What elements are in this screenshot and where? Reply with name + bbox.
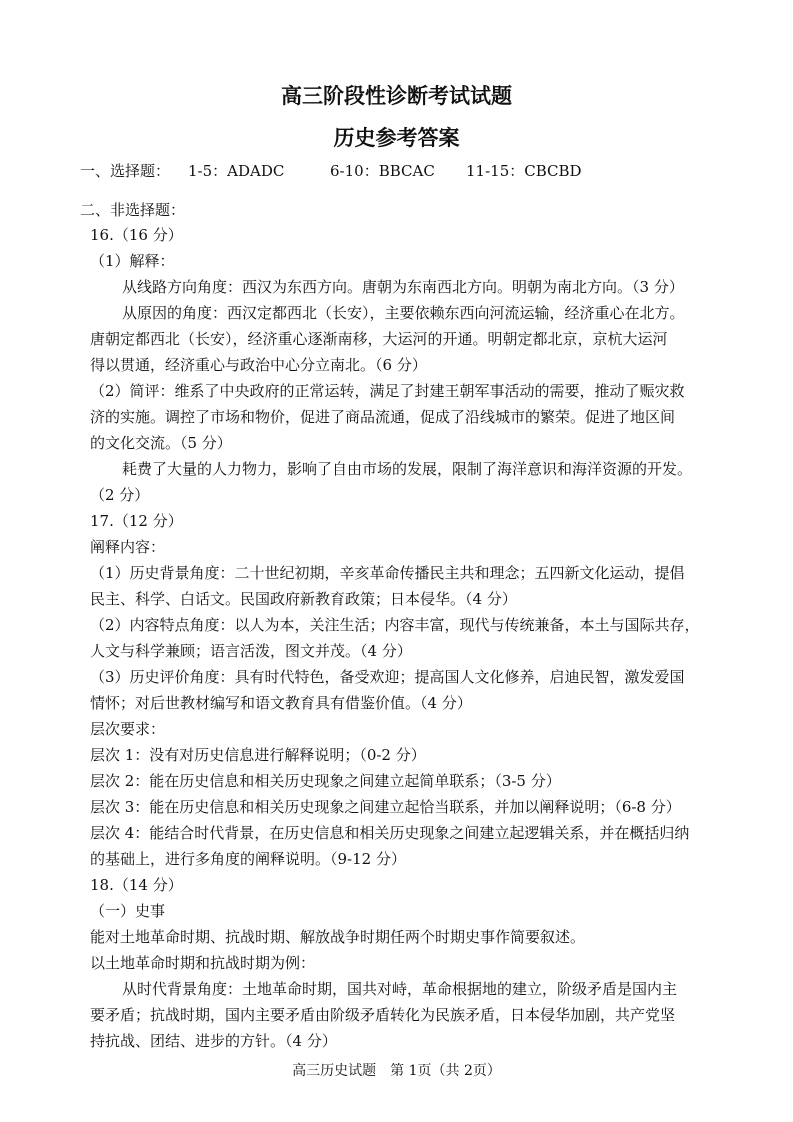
mc-group-3: 11-15：CBCBD <box>466 162 582 180</box>
text-line: 层次 3：能在历史信息和相关历史现象之间建立起恰当联系，并加以阐释说明；（6-8 分） <box>90 798 681 816</box>
text-line: 唐朝定都西北（长安），经济重心逐渐南移，大运河的开通。明朝定都北京，京杭大运河 <box>90 330 668 348</box>
text-line: 人文与科学兼顾；语言活泼，图文并茂。（4 分） <box>90 642 412 660</box>
page-subtitle: 历史参考答案 <box>333 126 460 150</box>
section-heading: 二、非选择题： <box>80 201 186 219</box>
text-line: 层次 2：能在历史信息和相关历史现象之间建立起简单联系；（3-5 分） <box>90 772 561 790</box>
question-heading: 17.（12 分） <box>90 512 183 530</box>
text-line: 层次 1：没有对历史信息进行解释说明；（0-2 分） <box>90 746 426 764</box>
text-line: （2）简评：维系了中央政府的正常运转，满足了封建王朝军事活动的需要，推动了赈灾救 <box>90 382 685 400</box>
text-line: 得以贯通，经济重心与政治中心分立南北。（6 分） <box>90 356 427 374</box>
page-title: 高三阶段性诊断考试试题 <box>281 84 512 108</box>
text-line: （3）历史评价角度：具有时代特色，备受欢迎；提高国人文化修养，启迪民智，激发爱国 <box>90 668 685 686</box>
text-line: 层次要求： <box>90 720 166 738</box>
mc-group-1: 1-5：ADADC <box>188 162 285 180</box>
text-line: 耗费了大量的人力物力，影响了自由市场的发展，限制了海洋意识和海洋资源的开发。 <box>122 460 693 478</box>
text-line: （1）解释： <box>90 252 175 270</box>
text-line: （2 分） <box>90 486 150 504</box>
text-line: （1）历史背景角度：二十世纪初期，辛亥革命传播民主共和理念；五四新文化运动，提倡 <box>90 564 685 582</box>
question-heading: 18.（14 分） <box>90 876 183 894</box>
text-line: 持抗战、团结、进步的方针。（4 分） <box>90 1032 337 1050</box>
text-line: （2）内容特点角度：以人为本，关注生活；内容丰富，现代与传统兼备，本土与国际共存， <box>90 616 700 634</box>
text-line: 的文化交流。（5 分） <box>90 434 232 452</box>
text-line: 的基础上，进行多角度的阐释说明。（9-12 分） <box>90 850 406 868</box>
text-line: 济的实施。调控了市场和物价，促进了商品流通，促成了沿线城市的繁荣。促进了地区间 <box>90 408 676 426</box>
text-line: 情怀；对后世教材编写和语文教育具有借鉴价值。（4 分） <box>90 694 472 712</box>
text-line: 能对土地革命时期、抗战时期、解放战争时期任两个时期史事作简要叙述。 <box>90 928 586 946</box>
text-line: （一）史事 <box>90 902 166 920</box>
mc-group-2: 6-10：BBCAC <box>330 162 435 180</box>
question-heading: 16.（16 分） <box>90 226 183 244</box>
text-line: 从线路方向角度：西汉为东西方向。唐朝为东南西北方向。明朝为南北方向。（3 分） <box>122 278 684 296</box>
text-line: 民主、科学、白话文。民国政府新教育政策；日本侵华。（4 分） <box>90 590 517 608</box>
text-line: 以土地革命时期和抗战时期为例： <box>90 954 316 972</box>
text-line: 从时代背景角度：土地革命时期，国共对峙，革命根据地的建立，阶级矛盾是国内主 <box>122 980 678 998</box>
multiple-choice-answers <box>80 158 582 184</box>
mc-label: 一、选择题： <box>80 162 171 180</box>
text-line: 层次 4：能结合时代背景，在历史信息和相关历史现象之间建立起逻辑关系，并在概括归纳 <box>90 824 690 842</box>
text-line: 要矛盾；抗战时期，国内主要矛盾由阶级矛盾转化为民族矛盾，日本侵华加剧，共产党坚 <box>90 1006 676 1024</box>
page-footer: 高三历史试题 第 1页（共 2页） <box>292 1063 501 1079</box>
text-line: 阐释内容： <box>90 538 166 556</box>
text-line: 从原因的角度：西汉定都西北（长安），主要依赖东西向河流运输，经济重心在北方。 <box>122 304 685 322</box>
